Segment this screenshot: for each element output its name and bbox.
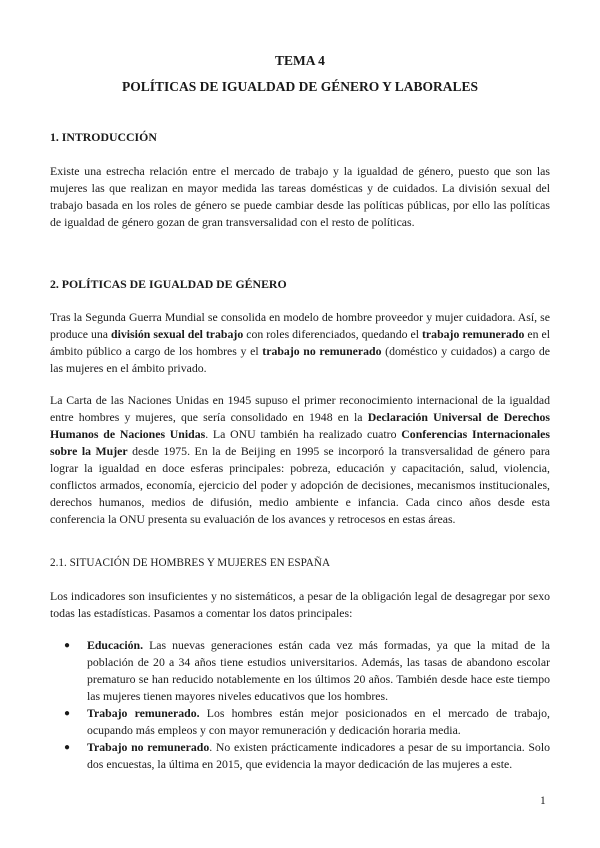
topic-number: TEMA 4 <box>275 53 325 68</box>
indicators-list <box>64 637 550 773</box>
section-1-paragraph: Existe una estrecha relación entre el mercado de trabajo y la igualdad de género, puesto que son las mujeres las que realizan en mayor medida las tareas domésticas y de cuidados. La división sexual del trabajo basada en los roles de género se puede cambiar desde las políticas públicas, por ello las políticas de igualdad de género gozan de gran transversalidad con el resto de políticas. <box>50 164 550 229</box>
bold-term: Declaración Universal de Derechos Humanos de Naciones Unidas <box>50 410 550 441</box>
bold-term: Trabajo no remunerado <box>87 740 210 754</box>
section-2-heading: 2. POLÍTICAS DE IGUALDAD DE GÉNERO <box>50 277 287 291</box>
text-run: Tras la Segunda Guerra Mundial se consolida en modelo de hombre proveedor y mujer cuidadora. Así, se produce una <box>50 310 550 341</box>
text-run: La Carta de las Naciones Unidas en 1945 supuso el primer reconocimiento internacional de la igualdad entre hombres y mujeres, que sería consolidado en 1948 en la <box>50 393 550 424</box>
bullet-icon: ● <box>64 640 71 651</box>
page-number: 1 <box>540 795 546 807</box>
text-run: Los hombres están mejor posicionados en el mercado de trabajo, ocupando más empleos y con mayor remuneración y dedicación horaria media. <box>87 706 550 737</box>
bold-term: Conferencias Internacionales sobre la Mujer <box>50 427 550 458</box>
section-1-heading: 1. INTRODUCCIÓN <box>50 130 157 144</box>
text-run: (doméstico y cuidados) a cargo de las mujeres en el ámbito privado. <box>50 344 551 375</box>
text-run: . No existen prácticamente indicadores a pesar de su importancia. Solo dos encuestas, la última en 2015, que evidencia la mayor dedicación de las mujeres a este. <box>87 740 550 771</box>
bold-term: Trabajo remunerado. <box>87 706 200 720</box>
text-run: Las nuevas generaciones están cada vez más formadas, ya que la mitad de la población de 20 a 34 años tiene estudios universitarios. Además, las tasas de abandono escolar prematuro se han reducido notablemente en los últimos 20 años. También desde hace este tiempo las mujeres tienen mayores niveles educativos que los hombres. <box>87 638 550 703</box>
subsection-2-1-heading: 2.1. SITUACIÓN DE HOMBRES Y MUJERES EN ESPAÑA <box>50 557 331 569</box>
bullet-icon: ● <box>64 708 71 719</box>
list-item <box>64 739 550 773</box>
subsection-2-1-paragraph: Los indicadores son insuficientes y no sistemáticos, a pesar de la obligación legal de desagregar por sexo todas las estadísticas. Pasamos a comentar los datos principales: <box>50 589 550 620</box>
section-2-paragraph-2 <box>50 392 550 528</box>
bold-term: trabajo remunerado <box>422 327 525 341</box>
bold-term: Educación. <box>87 638 144 652</box>
document-title: POLÍTICAS DE IGUALDAD DE GÉNERO Y LABORALES <box>121 79 479 94</box>
text-run: con roles diferenciados, quedando el <box>243 327 422 341</box>
text-run: . La ONU también ha realizado cuatro <box>205 427 402 441</box>
text-run: desde 1975. En la de Beijing en 1995 se incorporó la transversalidad de género para lograr la igualdad en doce esferas principales: pobreza, educación y capacitación, salud, violencia, conflictos armados, economía, ejercicio del poder y adopción de decisiones, mecanismos institucionales, derechos humanos, medios de difusión, medio ambiente e infancia. Cada cinco años desde esta conferencia la ONU presenta su evaluación de los avances y retrocesos en estas áreas. <box>50 444 551 526</box>
bold-term: división sexual del trabajo <box>111 327 244 341</box>
section-2-paragraph-1 <box>50 309 550 377</box>
list-item <box>64 705 550 739</box>
bold-term: trabajo no remunerado <box>262 344 382 358</box>
list-item <box>64 637 550 705</box>
text-run: en el ámbito público a cargo de los hombres y el <box>50 327 551 358</box>
bullet-icon: ● <box>64 742 71 753</box>
